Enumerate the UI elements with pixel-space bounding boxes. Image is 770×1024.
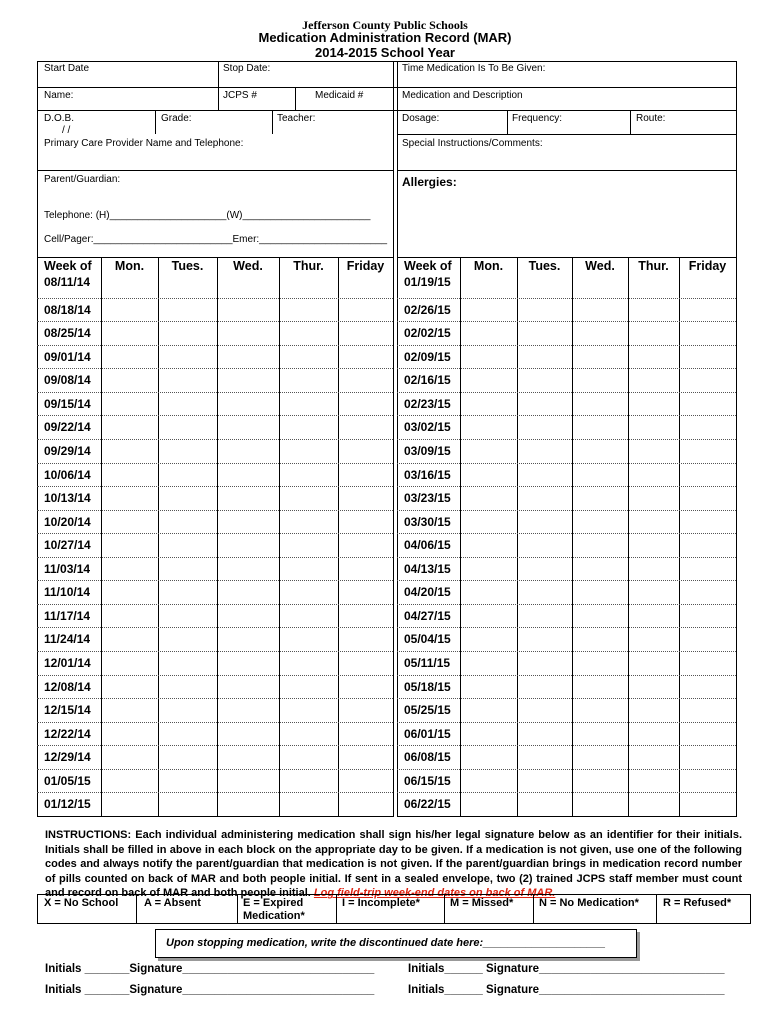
left-col-header-wed: Wed. bbox=[233, 259, 263, 273]
grid-row-divider bbox=[397, 392, 736, 393]
code-expired-medication: Medication* bbox=[243, 910, 305, 922]
right-week-label: 02/09/15 bbox=[404, 350, 451, 364]
special-instructions-label: Special Instructions/Comments: bbox=[402, 138, 543, 149]
dob-label: D.O.B. bbox=[44, 113, 75, 124]
grid-row-divider bbox=[397, 675, 736, 676]
code-missed: M = Missed* bbox=[450, 897, 514, 909]
grid-row-divider bbox=[397, 368, 736, 369]
grid-row-divider bbox=[397, 580, 736, 581]
grid-row-divider bbox=[397, 745, 736, 746]
org-name: Jefferson County Public Schools bbox=[302, 18, 468, 32]
dosage-label: Dosage: bbox=[402, 113, 440, 124]
grid-column-line bbox=[393, 257, 394, 816]
left-week-label: 12/29/14 bbox=[44, 750, 91, 764]
name-label: Name: bbox=[44, 90, 74, 101]
left-col-header-mon: Mon. bbox=[114, 259, 145, 273]
stop-date-label: Stop Date: bbox=[223, 63, 271, 74]
grid-row-divider bbox=[37, 792, 393, 793]
grid-column-line bbox=[338, 257, 339, 816]
right-week-label: 04/06/15 bbox=[404, 538, 451, 552]
grade-label: Grade: bbox=[161, 113, 192, 124]
left-week-label: 10/27/14 bbox=[44, 538, 91, 552]
grid-column-line bbox=[572, 257, 573, 816]
right-week-label: 01/19/15 bbox=[404, 275, 451, 289]
signature-line-2-right[interactable]: Initials______ Signature_____________________________ bbox=[408, 984, 725, 996]
grid-row-divider bbox=[397, 769, 736, 770]
right-col-header-tues: Tues. bbox=[528, 259, 561, 273]
left-week-label: 11/24/14 bbox=[44, 632, 91, 646]
code-incomplete: I = Incomplete* bbox=[342, 897, 420, 909]
start-date-label: Start Date bbox=[44, 63, 90, 74]
left-week-label: 11/03/14 bbox=[44, 562, 91, 576]
right-week-label: 04/20/15 bbox=[404, 585, 451, 599]
right-col-header-weekof: Week of bbox=[404, 259, 452, 273]
discontinued-date-box[interactable] bbox=[155, 929, 637, 958]
right-week-label: 03/02/15 bbox=[404, 420, 451, 434]
grid-row-divider bbox=[37, 298, 393, 299]
grid-row-divider bbox=[37, 769, 393, 770]
left-week-label: 01/05/15 bbox=[44, 774, 91, 788]
grid-row-divider bbox=[37, 533, 393, 534]
grid-row-divider bbox=[37, 510, 393, 511]
grid-row-divider bbox=[397, 439, 736, 440]
signature-line-1-right[interactable]: Initials______ Signature_____________________________ bbox=[408, 963, 725, 975]
jcps-label: JCPS # bbox=[223, 90, 257, 101]
left-week-label: 12/22/14 bbox=[44, 727, 91, 741]
grid-row-divider bbox=[397, 698, 736, 699]
grid-column-line bbox=[460, 257, 461, 816]
grid-top-line bbox=[397, 257, 737, 258]
teacher-label: Teacher: bbox=[277, 113, 316, 124]
right-week-label: 05/18/15 bbox=[404, 680, 451, 694]
grid-row-divider bbox=[37, 368, 393, 369]
time-given-label: Time Medication Is To Be Given: bbox=[402, 63, 546, 74]
right-week-label: 02/23/15 bbox=[404, 397, 451, 411]
grid-column-line bbox=[397, 257, 398, 816]
grid-row-divider bbox=[397, 627, 736, 628]
grid-row-divider bbox=[397, 463, 736, 464]
med-desc-label: Medication and Description bbox=[402, 90, 523, 101]
grid-column-line bbox=[101, 257, 102, 816]
right-week-label: 05/25/15 bbox=[404, 703, 451, 717]
grid-bottom-line bbox=[37, 816, 394, 817]
code-expired: E = Expired bbox=[243, 897, 304, 909]
code-refused: R = Refused* bbox=[663, 897, 732, 909]
grid-row-divider bbox=[397, 345, 736, 346]
grid-row-divider bbox=[37, 675, 393, 676]
left-week-label: 08/18/14 bbox=[44, 303, 91, 317]
grid-row-divider bbox=[397, 415, 736, 416]
left-week-label: 12/08/14 bbox=[44, 680, 91, 694]
right-week-label: 04/13/15 bbox=[404, 562, 451, 576]
right-col-header-thur: Thur. bbox=[638, 259, 669, 273]
grid-column-line bbox=[158, 257, 159, 816]
grid-column-line bbox=[279, 257, 280, 816]
grid-row-divider bbox=[37, 345, 393, 346]
right-col-header-mon: Mon. bbox=[473, 259, 504, 273]
right-week-label: 05/04/15 bbox=[404, 632, 451, 646]
dob-slashes: / / bbox=[62, 125, 71, 136]
grid-column-line bbox=[517, 257, 518, 816]
grid-top-line bbox=[37, 257, 394, 258]
right-week-label: 04/27/15 bbox=[404, 609, 451, 623]
grid-row-divider bbox=[37, 486, 393, 487]
grid-row-divider bbox=[37, 604, 393, 605]
frequency-label: Frequency: bbox=[512, 113, 563, 124]
left-week-label: 08/25/14 bbox=[44, 326, 91, 340]
left-week-label: 11/10/14 bbox=[44, 585, 91, 599]
allergies-label: Allergies: bbox=[402, 175, 457, 189]
left-week-label: 09/01/14 bbox=[44, 350, 91, 364]
grid-row-divider bbox=[37, 722, 393, 723]
instructions-text: INSTRUCTIONS: Each individual administering medication shall sign his/her legal signature below as an identifier for their initials. Initials shall be filled in above in each block on the appropriate day to be given. If a medication is not given, use one of the following codes and always notify the parent/guardian that medication is not given. If the parent/guardian brings in medication record number of pills counted on back of MAR and both people initial. If sent in a sealed envelope, two (2) trained JCPS staff member must count bbox=[45, 829, 742, 885]
left-week-label: 09/29/14 bbox=[44, 444, 91, 458]
grid-row-divider bbox=[397, 533, 736, 534]
grid-row-divider bbox=[37, 557, 393, 558]
left-week-label: 12/01/14 bbox=[44, 656, 91, 670]
left-col-header-thur: Thur. bbox=[293, 259, 324, 273]
right-week-label: 03/16/15 bbox=[404, 468, 451, 482]
discontinued-date-text: Upon stopping medication, write the discontinued date here:____________________ bbox=[166, 937, 606, 949]
code-absent: A = Absent bbox=[144, 897, 201, 909]
grid-row-divider bbox=[397, 298, 736, 299]
right-week-label: 06/08/15 bbox=[404, 750, 451, 764]
left-week-label: 10/20/14 bbox=[44, 515, 91, 529]
grid-row-divider bbox=[37, 463, 393, 464]
left-week-label: 10/06/14 bbox=[44, 468, 91, 482]
right-week-label: 06/01/15 bbox=[404, 727, 451, 741]
right-col-header-friday: Friday bbox=[688, 259, 727, 273]
grid-row-divider bbox=[37, 439, 393, 440]
right-week-label: 06/15/15 bbox=[404, 774, 451, 788]
grid-column-line bbox=[736, 257, 737, 816]
grid-row-divider bbox=[397, 510, 736, 511]
right-col-header-wed: Wed. bbox=[585, 259, 615, 273]
provider-label: Primary Care Provider Name and Telephone: bbox=[44, 138, 244, 149]
right-week-label: 02/26/15 bbox=[404, 303, 451, 317]
grid-row-divider bbox=[37, 321, 393, 322]
right-week-label: 06/22/15 bbox=[404, 797, 451, 811]
grid-row-divider bbox=[397, 792, 736, 793]
grid-bottom-line bbox=[397, 816, 737, 817]
grid-row-divider bbox=[397, 722, 736, 723]
grid-column-line bbox=[37, 257, 38, 816]
route-label: Route: bbox=[636, 113, 666, 124]
grid-row-divider bbox=[397, 651, 736, 652]
grid-row-divider bbox=[37, 580, 393, 581]
left-col-header-friday: Friday bbox=[346, 259, 385, 273]
parent-label: Parent/Guardian: bbox=[44, 174, 121, 185]
right-week-label: 03/30/15 bbox=[404, 515, 451, 529]
grid-row-divider bbox=[37, 651, 393, 652]
grid-row-divider bbox=[37, 415, 393, 416]
right-week-label: 02/16/15 bbox=[404, 373, 451, 387]
left-week-label: 12/15/14 bbox=[44, 703, 91, 717]
grid-row-divider bbox=[37, 627, 393, 628]
signature-line-2-left[interactable]: Initials _______Signature______________________________ bbox=[45, 984, 375, 996]
left-week-label: 09/22/14 bbox=[44, 420, 91, 434]
right-week-label: 03/23/15 bbox=[404, 491, 451, 505]
medicaid-label: Medicaid # bbox=[315, 90, 364, 101]
grid-row-divider bbox=[397, 486, 736, 487]
school-year: 2014-2015 School Year bbox=[315, 45, 455, 60]
left-col-header-tues: Tues. bbox=[171, 259, 204, 273]
cell-label: Cell/Pager:_________________________Emer:_______________________ bbox=[44, 234, 388, 245]
grid-row-divider bbox=[37, 745, 393, 746]
grid-row-divider bbox=[37, 392, 393, 393]
left-week-label: 10/13/14 bbox=[44, 491, 91, 505]
left-col-header-weekof: Week of bbox=[44, 259, 92, 273]
grid-column-line bbox=[217, 257, 218, 816]
left-week-label: 09/08/14 bbox=[44, 373, 91, 387]
left-week-label: 01/12/15 bbox=[44, 797, 91, 811]
left-week-label: 09/15/14 bbox=[44, 397, 91, 411]
telephone-label: Telephone: (H)_____________________(W)_______________________ bbox=[44, 210, 371, 221]
right-week-label: 05/11/15 bbox=[404, 656, 451, 670]
right-week-label: 03/09/15 bbox=[404, 444, 451, 458]
right-week-label: 02/02/15 bbox=[404, 326, 451, 340]
grid-column-line bbox=[628, 257, 629, 816]
grid-row-divider bbox=[37, 698, 393, 699]
signature-line-1-left[interactable]: Initials _______Signature______________________________ bbox=[45, 963, 375, 975]
instructions bbox=[45, 828, 742, 901]
left-week-label: 11/17/14 bbox=[44, 609, 91, 623]
form-title: Medication Administration Record (MAR) bbox=[258, 30, 512, 45]
left-week-label: 08/11/14 bbox=[44, 275, 91, 289]
code-no-medication: N = No Medication* bbox=[539, 897, 639, 909]
grid-row-divider bbox=[397, 557, 736, 558]
grid-column-line bbox=[679, 257, 680, 816]
code-no-school: X = No School bbox=[44, 897, 119, 909]
grid-row-divider bbox=[397, 604, 736, 605]
grid-row-divider bbox=[397, 321, 736, 322]
